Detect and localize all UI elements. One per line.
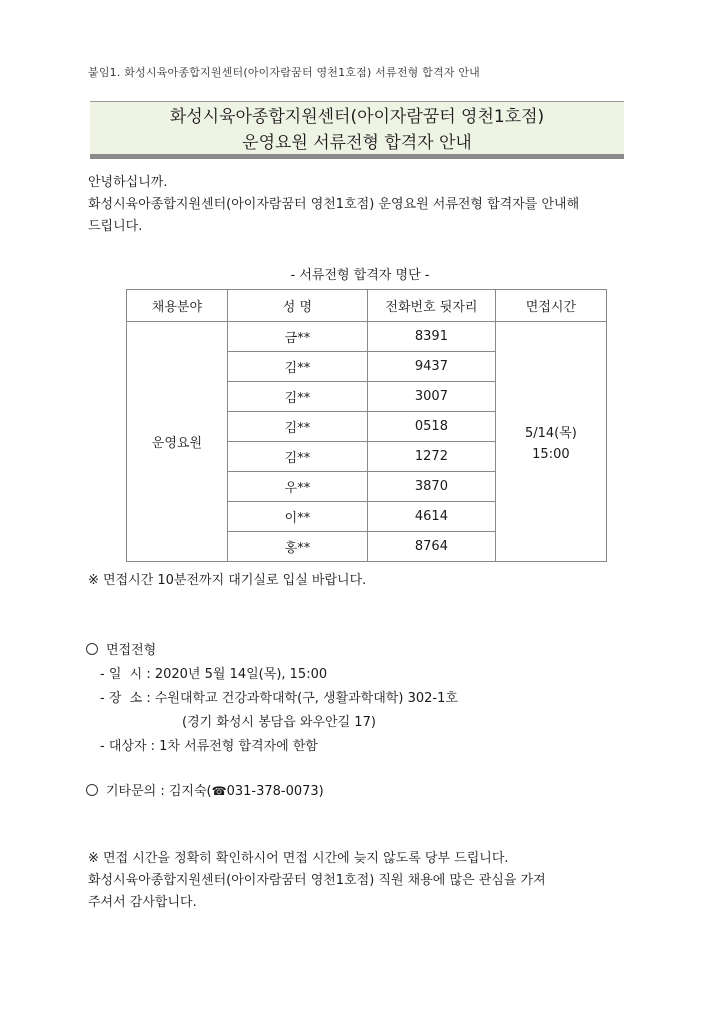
table-header-row <box>127 290 607 322</box>
intro-line-2: 드립니다. <box>88 219 143 234</box>
phone-cell: 8764 <box>368 532 496 562</box>
phone-cell: 3870 <box>368 472 496 502</box>
name-cell: 김** <box>227 352 367 382</box>
phone-icon: ☎ <box>211 784 227 798</box>
header-field: 채용분야 <box>127 290 228 322</box>
circle-bullet-icon <box>86 643 98 655</box>
name-cell: 김** <box>227 382 367 412</box>
greeting: 안녕하십니까. <box>88 175 168 190</box>
table-row <box>127 322 607 352</box>
closing-line-2: 주셔서 감사합니다. <box>88 895 197 910</box>
interview-place-line: - 장 소 : 수원대학교 건강과학대학(구, 생활과학대학) 302-1호 <box>100 691 458 706</box>
header-phone: 전화번호 뒷자리 <box>368 290 496 322</box>
closing-paragraph <box>88 848 546 914</box>
intro-line-1: 화성시육아종합지원센터(아이자람꿈터 영천1호점) 운영요원 서류전형 합격자를 안내해 <box>88 197 580 212</box>
name-cell: 금** <box>227 322 367 352</box>
name-cell: 이** <box>227 502 367 532</box>
interview-date-line: - 일 시 : 2020년 5월 14일(목), 15:00 <box>100 667 328 682</box>
phone-cell: 4614 <box>368 502 496 532</box>
phone-cell: 0518 <box>368 412 496 442</box>
name-cell: 홍** <box>227 532 367 562</box>
header-note: 붙임1. 화성시육아종합지원센터(아이자람꿈터 영천1호점) 서류전형 합격자 안내 <box>88 66 480 79</box>
closing-note: ※ 면접 시간을 정확히 확인하시어 면접 시간에 늦지 않도록 당부 드립니다. <box>88 851 509 866</box>
table-note: ※ 면접시간 10분전까지 대기실로 입실 바랍니다. <box>88 573 367 588</box>
contact-label: 기타문의 : 김지숙( <box>106 784 212 799</box>
contact-line <box>86 780 324 799</box>
closing-line-1: 화성시육아종합지원센터(아이자람꿈터 영천1호점) 직원 채용에 많은 관심을 가져 <box>88 873 546 888</box>
page-subtitle: 운영요원 서류전형 합격자 안내 <box>242 133 472 153</box>
page-title: 화성시육아종합지원센터(아이자람꿈터 영천1호점) <box>169 107 545 127</box>
results-table <box>126 289 607 562</box>
table-caption: - 서류전형 합격자 명단 - <box>290 268 430 283</box>
circle-bullet-icon <box>86 784 98 796</box>
name-cell: 우** <box>227 472 367 502</box>
header-name: 성 명 <box>227 290 367 322</box>
interview-heading <box>86 639 156 658</box>
interview-time: 15:00 <box>532 446 570 462</box>
interview-target-line: - 대상자 : 1차 서류전형 합격자에 한함 <box>100 739 318 754</box>
contact-phone: 031-378-0073) <box>226 784 324 799</box>
phone-cell: 9437 <box>368 352 496 382</box>
phone-cell: 3007 <box>368 382 496 412</box>
name-cell: 김** <box>227 412 367 442</box>
interview-address-line: (경기 화성시 봉담읍 와우안길 17) <box>182 715 376 730</box>
interview-heading-label: 면접전형 <box>106 643 157 658</box>
title-box <box>90 101 624 159</box>
intro-paragraph <box>88 172 579 238</box>
phone-cell: 1272 <box>368 442 496 472</box>
interview-date: 5/14(목) <box>524 425 577 441</box>
header-interview-time: 면접시간 <box>495 290 606 322</box>
interview-time-cell <box>495 322 606 562</box>
phone-cell: 8391 <box>368 322 496 352</box>
name-cell: 김** <box>227 442 367 472</box>
field-cell: 운영요원 <box>127 322 228 562</box>
